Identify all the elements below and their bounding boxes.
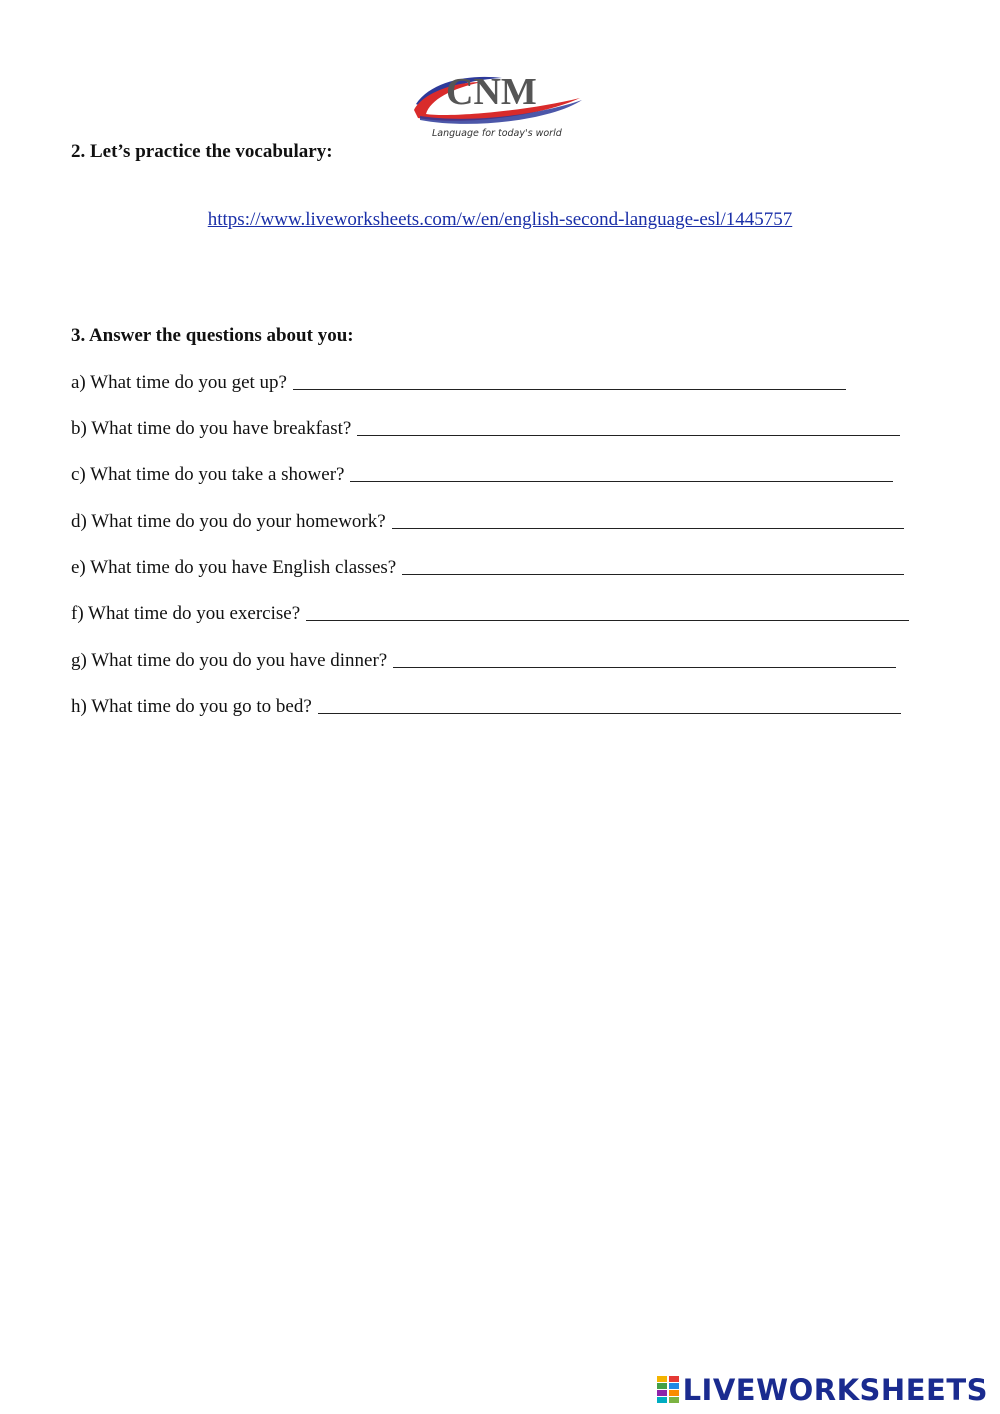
- answer-line[interactable]: [306, 619, 909, 621]
- cnm-logo: [412, 70, 588, 142]
- logo-tagline: Language for today's world: [432, 128, 562, 139]
- vocabulary-link-row: [0, 209, 1000, 231]
- section3-heading: 3. Answer the questions about you:: [71, 325, 354, 346]
- question-text: e) What time do you have English classes?: [71, 557, 397, 578]
- answer-line[interactable]: [357, 434, 900, 436]
- question-d: [71, 511, 904, 533]
- question-f: [71, 603, 909, 625]
- question-a: [71, 372, 846, 394]
- question-text: b) What time do you have breakfast?: [71, 418, 352, 439]
- question-text: a) What time do you get up?: [71, 372, 287, 393]
- question-c: [71, 464, 893, 486]
- question-text: f) What time do you exercise?: [71, 603, 301, 624]
- vocabulary-link[interactable]: https://www.liveworksheets.com/w/en/english-second-language-esl/1445757: [207, 209, 793, 230]
- answer-line[interactable]: [293, 388, 846, 390]
- logo-name: CNM: [446, 71, 537, 113]
- answer-line[interactable]: [393, 666, 896, 668]
- liveworksheets-brand: [657, 1373, 988, 1407]
- question-text: d) What time do you do your homework?: [71, 511, 386, 532]
- answer-line[interactable]: [392, 527, 904, 529]
- liveworksheets-logo-icon: [657, 1376, 679, 1404]
- section2-heading: 2. Let’s practice the vocabulary:: [71, 141, 333, 162]
- answer-line[interactable]: [318, 712, 901, 714]
- question-g: [71, 650, 896, 672]
- question-e: [71, 557, 904, 579]
- question-h: [71, 696, 901, 718]
- question-text: h) What time do you go to bed?: [71, 696, 312, 717]
- question-b: [71, 418, 900, 440]
- liveworksheets-wordmark: LIVEWORKSHEETS: [682, 1373, 988, 1407]
- answer-line[interactable]: [402, 573, 904, 575]
- answer-line[interactable]: [350, 480, 893, 482]
- question-text: c) What time do you take a shower?: [71, 464, 345, 485]
- question-text: g) What time do you do you have dinner?: [71, 650, 388, 671]
